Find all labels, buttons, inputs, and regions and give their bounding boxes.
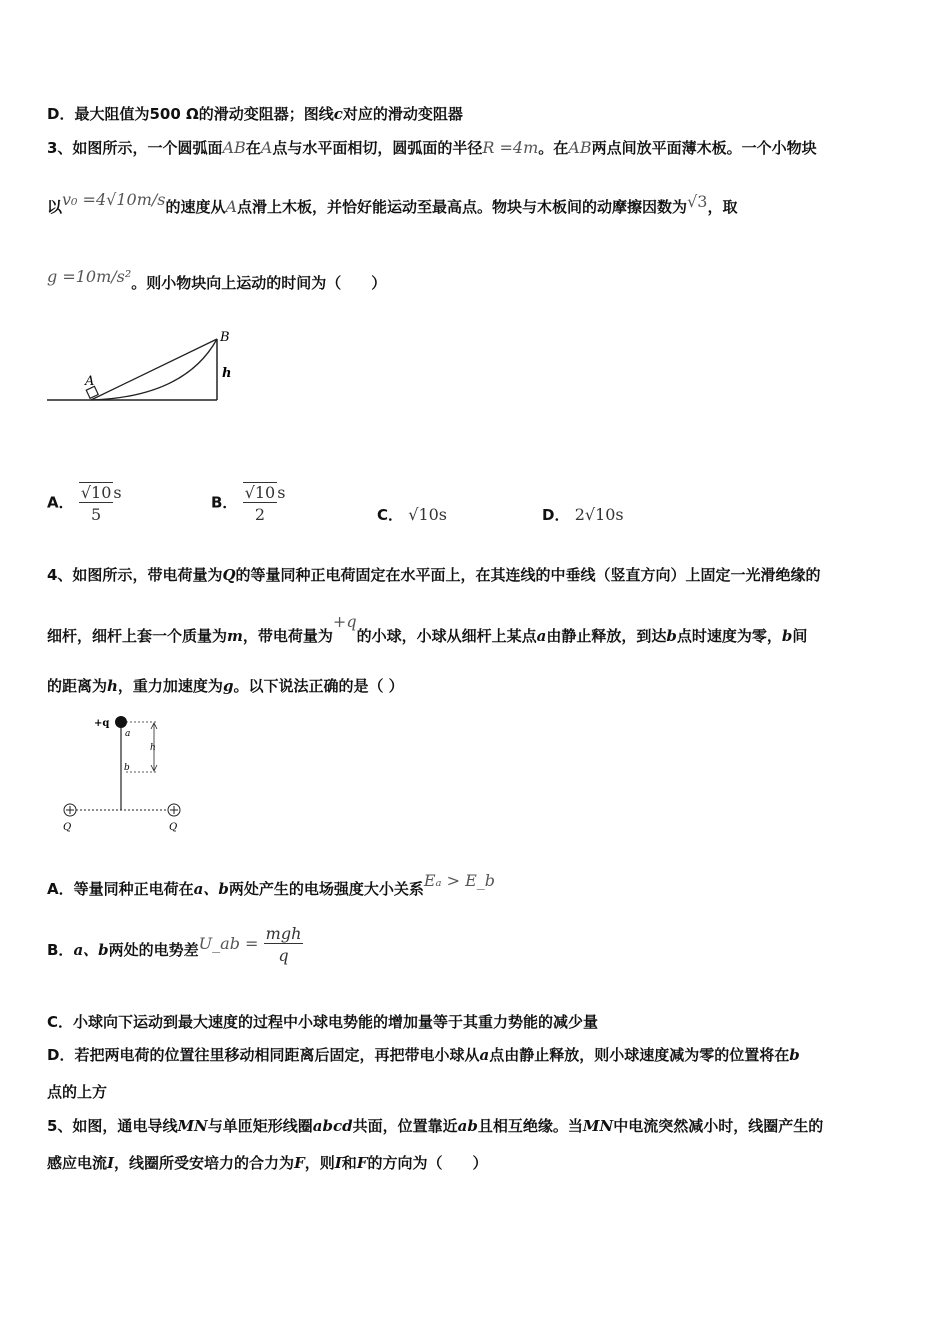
svg-text:a: a	[125, 729, 131, 739]
q4-stem-line-3: 的距离为h，重力加速度为g。以下说法正确的是（ ）	[47, 677, 404, 695]
svg-text:h: h	[150, 743, 156, 753]
label-b: B	[220, 330, 230, 345]
q4-option-d-line-1[interactable]: D．若把两电荷的位置往里移动相同距离后固定，再把带电小球从a点由静止释放，则小球速度减为零的位置将在b	[47, 1046, 800, 1064]
q3-option-c[interactable]: C． √10s	[377, 505, 448, 524]
q4-option-c[interactable]: C．小球向下运动到最大速度的过程中小球电势能的增加量等于其重力势能的减少量	[47, 1013, 599, 1031]
q4-stem-line-1: 4、如图所示，带电荷量为Q的等量同种正电荷固定在水平面上，在其连线的中垂线（竖直方向）上固定一光滑绝缘的	[47, 566, 821, 584]
q3-stem-line-2: 以v₀ =4√10m/s的速度从A点滑上木板，并恰好能运动至最高点。物块与木板间的动摩擦因数为√3，取	[47, 190, 738, 216]
svg-text:+q: +q	[94, 718, 110, 729]
q3-stem-line-1: 3、如图所示，一个圆弧面AB在A点与水平面相切，圆弧面的半径R =4m。在AB两点间放平面薄木板。一个小物块	[47, 138, 817, 157]
svg-text:Q: Q	[169, 822, 178, 833]
q4-option-b[interactable]: B．a、b两处的电势差U_ab = $\frac{\text{mgh}}{q}$	[47, 924, 302, 965]
svg-text:Q: Q	[63, 822, 72, 833]
q3-incline-figure	[45, 325, 245, 405]
q3-option-d[interactable]: D． 2√10s	[542, 505, 624, 524]
label-a: A	[85, 374, 95, 389]
q4-stem-line-2: 细杆，细杆上套一个质量为m，带电荷量为+q的小球，小球从细杆上某点a由静止释放，到达b点时速度为零，b间	[47, 612, 808, 645]
q2-option-d: D．最大阻值为500 Ω的滑动变阻器；图线c对应的滑动变阻器	[47, 105, 463, 123]
q5-stem-line-2: 感应电流I，线圈所受安培力的合力为F，则I和F的方向为（ ）	[47, 1154, 488, 1172]
q4-option-a[interactable]: A．等量同种正电荷在a、b两处产生的电场强度大小关系Eₐ > E_b	[47, 871, 496, 898]
q3-option-a[interactable]: A． $\frac{√10}{5}$ s	[47, 482, 122, 524]
label-h: h	[222, 366, 232, 381]
q3-option-b[interactable]: B． $\frac{√10}{2}$ s	[211, 482, 286, 524]
q4-charges-figure	[44, 710, 194, 835]
q3-stem-line-3: g =10m/s²。则小物块向上运动的时间为（ ）	[47, 267, 387, 292]
q5-stem-line-1: 5、如图，通电导线MN与单匝矩形线圈abcd共面，位置靠近ab且相互绝缘。当MN中电流突然减小时，线圈产生的	[47, 1117, 824, 1135]
svg-text:b: b	[124, 763, 130, 773]
q4-option-d-line-2[interactable]: 点的上方	[47, 1083, 108, 1101]
